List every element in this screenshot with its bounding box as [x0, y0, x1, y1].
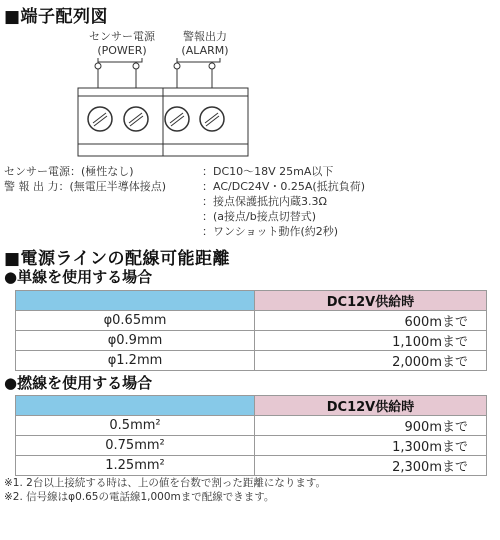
spec-right-5: ：ワンショット動作(約2秒)	[202, 225, 339, 238]
table-row	[16, 416, 487, 436]
distance-cell: 2,300mまで	[255, 456, 487, 476]
spec-right-1: ：DC10～18V 25mA以下	[202, 165, 334, 178]
note-2: ※2. 信号線はφ0.65の電話線1,000mまで配線できます。	[4, 491, 275, 503]
distance-cell: 900mまで	[255, 416, 487, 436]
distance-cell: 2,000mまで	[255, 351, 487, 371]
dc12v-header: DC12V供給時	[255, 291, 487, 311]
wire-size-cell: 0.75mm²	[16, 436, 255, 456]
spec-left-1: センサー電源：(極性なし)	[4, 165, 134, 178]
table-row	[16, 331, 487, 351]
spec-right-2: ：AC/DC24V・0.25A(抵抗負荷)	[202, 180, 365, 193]
sensor-power-label-en: (POWER)	[97, 44, 147, 57]
alarm-output-label	[155, 30, 255, 58]
wire-size-cell: 1.25mm²	[16, 456, 255, 476]
wiring-distance-title: ■電源ラインの配線可能距離	[4, 249, 231, 269]
table-row	[16, 436, 487, 456]
twisted-wire-table	[15, 395, 487, 476]
alarm-output-label-en: (ALARM)	[181, 44, 229, 57]
spec-left-2: 警 報 出 力：(無電圧半導体接点)	[4, 180, 167, 193]
alarm-output-label-jp: 警報出力	[183, 30, 227, 43]
table-row	[16, 351, 487, 371]
dc12v-header: DC12V供給時	[255, 396, 487, 416]
note-1: ※1. 2台以上接続する時は、上の値を台数で割った距離になります。	[4, 477, 326, 489]
distance-cell: 1,300mまで	[255, 436, 487, 456]
table-header-row	[16, 291, 487, 311]
single-wire-title: ●単線を使用する場合	[4, 268, 153, 286]
single-wire-table	[15, 290, 487, 371]
spec-right-4: ：(a接点/b接点切替式)	[202, 210, 317, 223]
table-header-row	[16, 396, 487, 416]
header-blank-cell	[16, 396, 255, 416]
wire-size-cell: φ1.2mm	[16, 351, 255, 371]
header-blank-cell	[16, 291, 255, 311]
wire-size-cell: φ0.9mm	[16, 331, 255, 351]
terminal-block-diagram	[70, 56, 255, 161]
wire-size-cell: 0.5mm²	[16, 416, 255, 436]
wire-size-cell: φ0.65mm	[16, 311, 255, 331]
table-row	[16, 456, 487, 476]
twisted-wire-title: ●撚線を使用する場合	[4, 374, 153, 392]
spec-right-3: ：接点保護抵抗内蔵3.3Ω	[202, 195, 327, 208]
distance-cell: 1,100mまで	[255, 331, 487, 351]
distance-cell: 600mまで	[255, 311, 487, 331]
terminal-diagram-title: ■端子配列図	[4, 7, 109, 27]
sensor-power-label-jp: センサー電源	[89, 30, 155, 43]
table-row	[16, 311, 487, 331]
